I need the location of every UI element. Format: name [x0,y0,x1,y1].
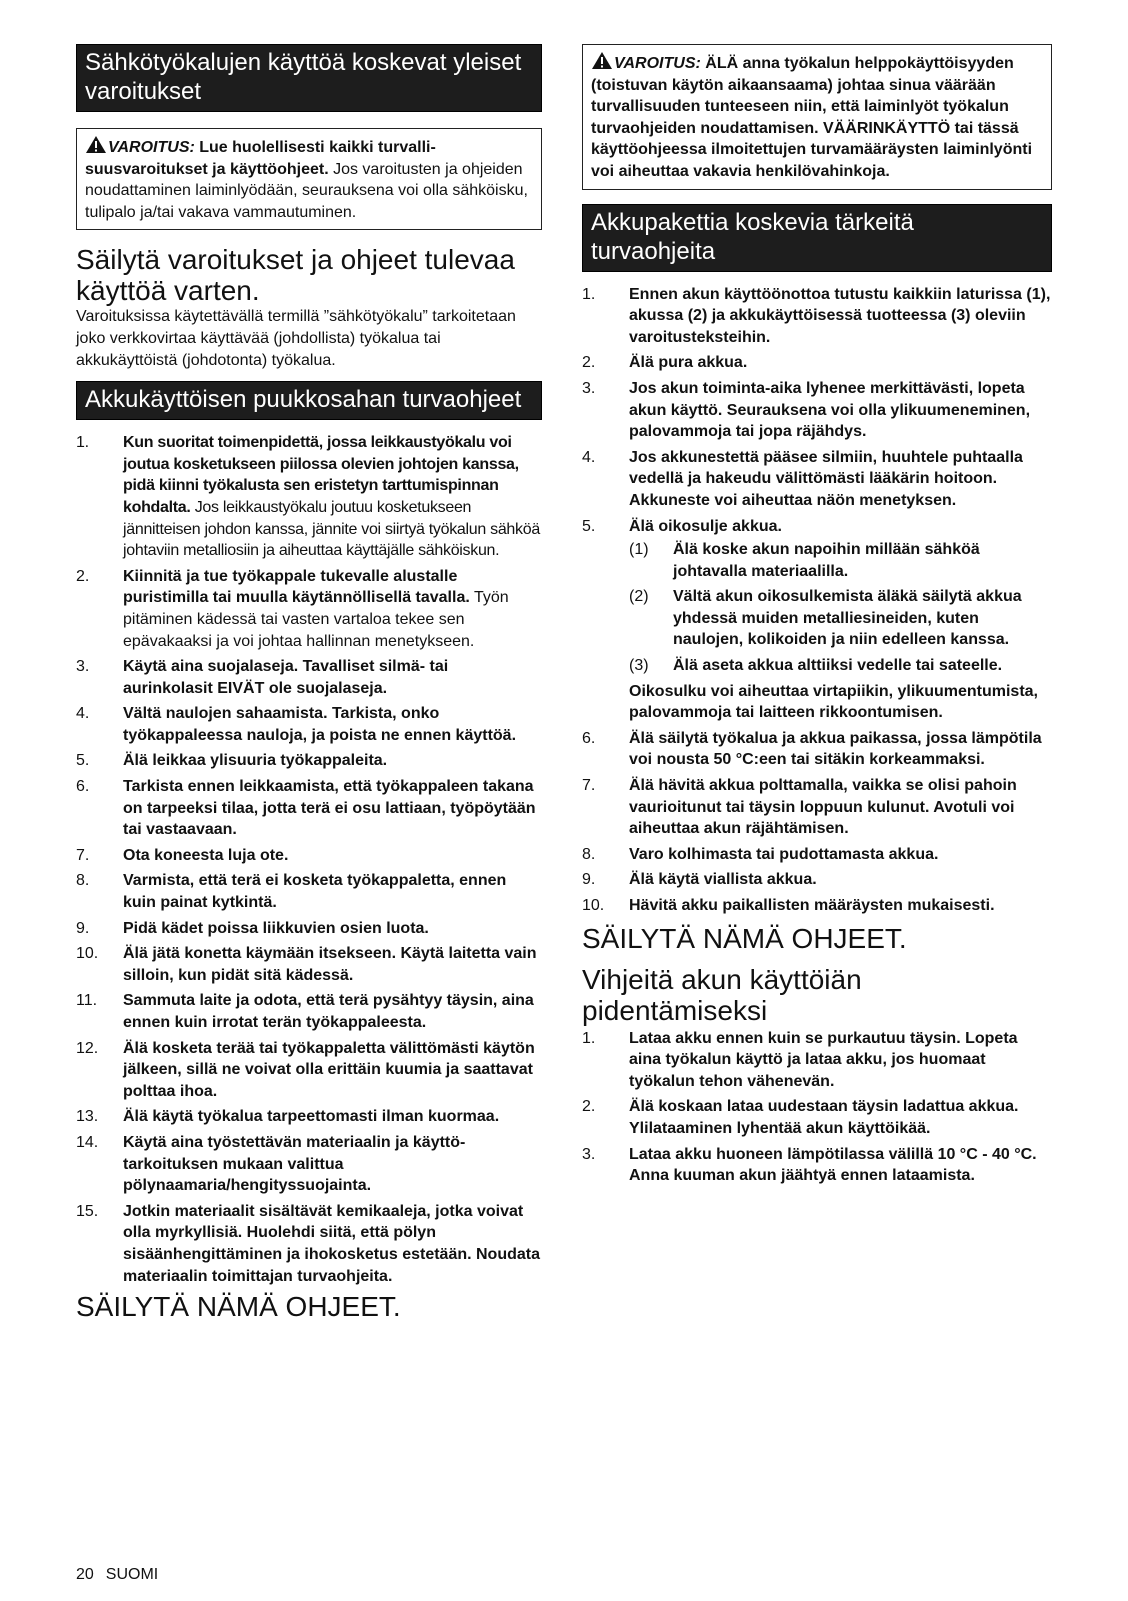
item-number: 7. [582,777,596,795]
left-column [76,44,542,1322]
item-number: 3. [76,658,90,676]
item-number: 2. [582,354,596,372]
item-bold-text: Jotkin materiaalit sisältävät kemikaaleja, jotka voivat olla myrkyllisiä. Huolehdi siitä, että pölyn sisäänhengittäminen ja ihokosketus estetään. Noudata materiaalin toimittajan turvaohjeita. [123,1202,540,1285]
item-bold-text: Ota koneesta luja ote. [123,846,289,864]
sub-item-text: Älä koske akun napoihin millään sähköä johtavalla materiaalilla. [673,541,980,580]
item-number: 6. [76,778,90,796]
list-item [582,1028,1052,1093]
item-number: 3. [582,1145,596,1163]
item-bold-text: Vältä naulojen sahaamista. Tarkista, onko työkappaleessa nauloja, ja poista ne ennen käyttöä. [123,705,517,744]
item-bold-text: Sammuta laite ja odota, että terä pysähtyy täysin, aina ennen kuin irrotat terän työkappaleesta. [123,992,534,1031]
item-bold-text: Varo kolhimasta tai pudottamasta akkua. [629,845,939,863]
list-item [582,284,1052,349]
language-label: SUOMI [105,1566,159,1583]
sub-list-item [629,586,1052,651]
list-item [76,990,542,1033]
item-bold-text: Varmista, että terä ei kosketa työkappaletta, ennen kuin painat kytkintä. [123,872,507,912]
item-after-text: Oikosulku voi aiheuttaa virtapiikin, ylikuumentumista, palovammoja tai laitteen rikkoontumisen. [629,682,1038,722]
item-bold-text: Lataa akku huoneen lämpötilassa välillä 10 °C - 40 °C. Anna kuuman akun jäähtyä ennen lataamista. [629,1145,1037,1185]
sub-item-text: Älä aseta akkua alttiiksi vedelle tai sateelle. [673,657,1003,675]
section-header-saw-safety: Akkukäyttöisen puukkosahan turvaohjeet [76,381,542,420]
item-bold-text: Jos akun toiminta-aika lyhenee merkittävästi, lopeta akun käyttö. Seurauksena voi olla ylikuumeneminen, palovammoja tai jopa räjähdys. [629,379,1031,441]
warning-label: VAROITUS: [108,139,195,156]
warning-box-read-instructions [76,128,542,230]
section-header-general-warnings: Sähkötyökalujen käyttöä koskevat yleiset varoitukset [76,44,542,112]
item-text: Jos leikkaustyökalu joutuu kosketukseen jännitteisen johdon kanssa, jännite voi siirtyä työkalun sähköä johtaviin metalliosiin ja aiheuttaa käyttäjälle sähköiskun. [123,498,540,560]
paragraph-power-tool-term: Varoituksissa käytettävällä termillä ”sähkötyökalu” tarkoitetaan joko verkkovirtaa käyttävää (johdollista) työkalua tai akkukäyttöistä (johdotonta) työkalua. [76,308,516,369]
item-bold-text: Lataa akku ennen kuin se purkautuu täysin. Lopeta aina työkalun käyttö ja lataa akku, jos huomaat työkalun tehon vähenevän. [629,1029,1018,1090]
item-number: 8. [582,845,596,863]
item-bold-text: Älä käytä työkalua tarpeettomasti ilman kuormaa. [123,1108,500,1126]
item-bold-text: Hävitä akku paikallisten määräysten mukaisesti. [629,897,995,914]
item-bold-text: Käytä aina työstettävän materiaalin ja käyttötarkoituksen mukaan valittua pölynaamaria/hengityssuojainta. [123,1133,466,1195]
list-item [582,1096,1052,1139]
list-item [76,870,542,913]
sub-item-number: (1) [629,541,649,559]
list-item [582,1144,1052,1187]
item-bold-text: Älä hävitä akkua polttamalla, vaikka se olisi pahoin vaurioitunut tai täysin loppuun kulunut. Avotuli voi aiheuttaa akun räjähtämisen. [629,777,1017,838]
list-item [582,516,1052,724]
item-number: 8. [76,872,90,890]
item-bold-text: Tarkista ennen leikkaamista, että työkappaleen takana on tarpeeksi tilaa, jotta terä ei osu lattiaan, työpöytään tai vastaavaan. [123,778,536,839]
item-number: 1. [582,1029,596,1047]
item-bold-text: Kun suoritat toimenpidettä, jossa leikkaustyökalu voi joutua kosketukseen piilossa olevien johtojen kanssa, pidä kiinni työkalusta sen eristetyn tarttumispinnan kohdalta. [123,434,519,516]
item-number: 9. [582,871,596,889]
item-number: 5. [76,752,90,770]
item-bold-text: Älä oikosulje akkua. [629,517,782,535]
item-bold-text: Käytä aina suojalaseja. Tavalliset silmä- tai aurinkolasit EIVÄT ole suojalaseja. [123,658,449,697]
item-number: 7. [76,846,90,864]
sub-list-item [629,655,1052,677]
item-bold-text: Älä pura akkua. [629,354,748,372]
item-number: 4. [76,705,90,723]
page-footer [76,1566,170,1584]
heading-battery-life-tips: Vihjeitä akun käyttöiän pidentämiseksi [582,963,862,1026]
list-item [582,352,1052,374]
item-number: 4. [582,448,596,466]
item-bold-text: Älä säilytä työkalua ja akkua paikassa, jossa lämpötila voi nousta 50 °C:een tai sitäkin korkeammaksi. [629,729,1042,769]
list-item [582,447,1052,512]
item-number: 11. [76,992,98,1010]
warning-triangle-icon [591,51,613,70]
list-item [582,378,1052,443]
list-item [582,895,1052,917]
warning-box-familiarity [582,44,1052,190]
section-header-battery-safety: Akkupakettia koskevia tärkeitä turvaohjeita [582,204,1052,272]
item-bold-text: Älä jätä konetta käymään itsekseen. Käytä laitetta vain silloin, kun pidät sitä kädessä. [123,945,537,984]
sub-item-number: (2) [629,588,649,606]
list-item [76,1132,542,1197]
right-column [582,44,1052,1191]
list-item [76,943,542,986]
list-item [582,869,1052,891]
heading-keep-instructions: Säilytä varoitukset ja ohjeet tulevaa käyttöä varten. [76,244,515,307]
item-bold-text: Älä kosketa terää tai työkappaletta välittömästi käytön jälkeen, sillä ne voivat olla erittäin kuumia ja saattavat polttaa ihoa. [123,1039,535,1100]
save-instructions-left: SÄILYTÄ NÄMÄ OHJEET. [76,1291,401,1323]
item-number: 10. [76,945,99,963]
item-number: 1. [76,434,89,452]
item-bold-text: Älä leikkaa ylisuuria työkappaleita. [123,752,388,770]
list-item [582,728,1052,771]
list-item [582,775,1052,840]
item-bold-text: Pidä kädet poissa liikkuvien osien luota. [123,919,429,937]
item-number: 15. [76,1202,99,1220]
list-item [76,750,542,772]
sub-item-number: (3) [629,657,649,675]
item-bold-text: Kiinnitä ja tue työkappale tukevalle alustalle puristimilla tai muulla käytännöllisellä tavalla. [123,567,470,607]
item-number: 9. [76,919,90,937]
item-bold-text: Jos akkunestettä pääsee silmiin, huuhtele puhtaalla vedellä ja hakeudu välittömästi lääkärin hoitoon. Akkuneste voi aiheuttaa näön menetyksen. [629,448,1023,509]
save-instructions-right: SÄILYTÄ NÄMÄ OHJEET. [582,922,907,954]
warning-triangle-icon [85,135,107,154]
list-item [76,776,542,841]
list-item [76,703,542,746]
item-number: 2. [76,567,90,585]
list-item [76,1106,542,1128]
list-item [76,1201,542,1287]
sub-item-text: Vältä akun oikosulkemista äläkä säilytä akkua yhdessä muiden metalliesineiden, kuten naulojen, kolikoiden ja niin edelleen kanssa. [673,588,1022,649]
item-number: 14. [76,1133,99,1151]
item-number: 13. [76,1108,99,1126]
list-item [76,1038,542,1103]
item-bold-text: Älä koskaan lataa uudestaan täysin ladattua akkua. Ylilataaminen lyhentää akun käyttöikää. [629,1098,1019,1137]
sub-list-item [629,539,1052,582]
sub-list [629,539,1052,677]
item-number: 10. [582,897,605,914]
list-item [582,844,1052,866]
item-text: Työn pitäminen kädessä tai vasten vartaloa tekee sen epävakaaksi ja voi johtaa hallinnan menetykseen. [123,589,509,650]
item-number: 3. [582,379,596,397]
list-item [76,566,542,652]
item-number: 2. [582,1098,596,1116]
list-item [76,918,542,940]
item-number: 12. [76,1039,99,1057]
item-number: 1. [582,285,596,303]
list-item [76,845,542,867]
battery-safety-list [582,284,1052,917]
warning-text: Jos varoitusten ja ohjeiden noudattaminen laiminlyödään, seurauksena voi olla sähköisku, tulipalo ja/tai vakava vammautuminen. [85,160,528,221]
item-number: 5. [582,517,596,535]
list-item [76,656,542,699]
battery-tips-list [582,1028,1052,1187]
saw-safety-list [76,432,542,1287]
item-bold-text: Älä käytä viallista akkua. [629,871,817,889]
warning-bold-text: ÄLÄ anna työkalun helppokäyttöisyyden (toistuvan käytön aikaansaama) johtaa sinua väärään turvallisuuden tunteeseen niin, että laiminlyöt työkalun turvaohjeiden noudattamisen. VÄÄRINKÄYTTÖ tai tässä käyttöohjeessa ilmoitettujen turvamääräysten laiminlyönti voi aiheuttaa vakavia henkilövahinkoja. [591,55,1033,180]
warning-bold-text: Lue huolellisesti kaikki turvallisuusvaroitukset ja käyttöohjeet. [85,139,436,178]
page-number: 20 [76,1566,94,1583]
warning-label: VAROITUS: [614,55,701,72]
item-bold-text: Ennen akun käyttöönottoa tutustu kaikkiin laturissa (1), akussa (2) ja akkukäyttöisessä tuotteessa (3) oleviin varoitusteksteihin. [629,285,1051,346]
list-item [76,432,542,562]
item-number: 6. [582,729,596,747]
